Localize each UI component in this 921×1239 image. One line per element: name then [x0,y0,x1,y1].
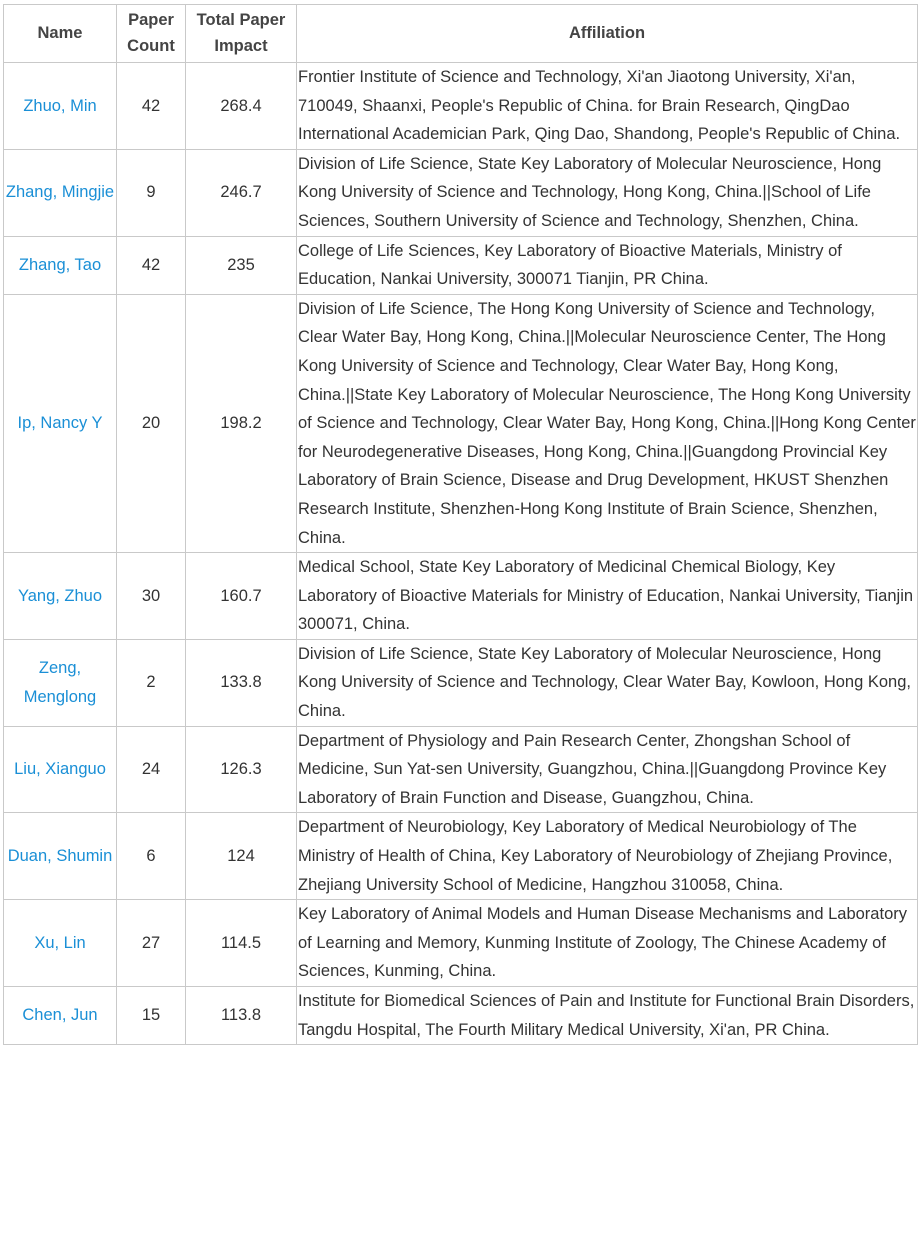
table-row [4,294,918,552]
total-paper-impact: 160.7 [186,553,297,640]
total-paper-impact: 114.5 [186,900,297,987]
table-row [4,553,918,640]
total-paper-impact: 246.7 [186,149,297,236]
total-paper-impact: 124 [186,813,297,900]
author-name-link[interactable]: Duan, Shumin [4,813,117,900]
header-paper-count[interactable]: Paper Count [117,5,186,63]
affiliation: College of Life Sciences, Key Laboratory of Bioactive Materials, Ministry of Education, Nankai University, 300071 Tianjin, PR China. [297,236,918,294]
author-name-link[interactable]: Xu, Lin [4,900,117,987]
affiliation: Division of Life Science, State Key Laboratory of Molecular Neuroscience, Hong Kong University of Science and Technology, Hong Kong, China.||School of Life Sciences, Southern University of Science and Technology, Shenzhen, China. [297,149,918,236]
total-paper-impact: 198.2 [186,294,297,552]
table-row [4,726,918,813]
table-row [4,987,918,1045]
paper-count: 2 [117,639,186,726]
author-table [3,4,918,1045]
table-row [4,236,918,294]
header-affiliation[interactable]: Affiliation [297,5,918,63]
paper-count: 27 [117,900,186,987]
paper-count: 9 [117,149,186,236]
affiliation: Medical School, State Key Laboratory of Medicinal Chemical Biology, Key Laboratory of Bioactive Materials for Ministry of Education, Nankai University, Tianjin 300071, China. [297,553,918,640]
affiliation: Division of Life Science, State Key Laboratory of Molecular Neuroscience, Hong Kong University of Science and Technology, Clear Water Bay, Kowloon, Hong Kong, China. [297,639,918,726]
affiliation: Department of Physiology and Pain Research Center, Zhongshan School of Medicine, Sun Yat-sen University, Guangzhou, China.||Guangdong Province Key Laboratory of Brain Function and Disease, Guangzhou, China. [297,726,918,813]
affiliation: Department of Neurobiology, Key Laboratory of Medical Neurobiology of The Ministry of Health of China, Key Laboratory of Neurobiology of Zhejiang Province, Zhejiang University School of Medicine, Hangzhou 310058, China. [297,813,918,900]
author-name-link[interactable]: Zhang, Tao [4,236,117,294]
total-paper-impact: 235 [186,236,297,294]
author-name-link[interactable]: Ip, Nancy Y [4,294,117,552]
paper-count: 24 [117,726,186,813]
paper-count: 30 [117,553,186,640]
paper-count: 42 [117,63,186,150]
author-name-link[interactable]: Zhang, Mingjie [4,149,117,236]
affiliation: Institute for Biomedical Sciences of Pain and Institute for Functional Brain Disorders, Tangdu Hospital, The Fourth Military Medical University, Xi'an, PR China. [297,987,918,1045]
header-row [4,5,918,63]
total-paper-impact: 126.3 [186,726,297,813]
table-row [4,63,918,150]
author-name-link[interactable]: Chen, Jun [4,987,117,1045]
table-row [4,149,918,236]
paper-count: 42 [117,236,186,294]
affiliation: Frontier Institute of Science and Technology, Xi'an Jiaotong University, Xi'an, 710049, Shaanxi, People's Republic of China. for Brain Research, QingDao International Academician Park, Qing Dao, Shandong, People's Republic of China. [297,63,918,150]
table-row [4,900,918,987]
total-paper-impact: 113.8 [186,987,297,1045]
table-row [4,639,918,726]
paper-count: 20 [117,294,186,552]
affiliation: Key Laboratory of Animal Models and Human Disease Mechanisms and Laboratory of Learning and Memory, Kunming Institute of Zoology, The Chinese Academy of Sciences, Kunming, China. [297,900,918,987]
paper-count: 6 [117,813,186,900]
header-name[interactable]: Name [4,5,117,63]
table-row [4,813,918,900]
paper-count: 15 [117,987,186,1045]
total-paper-impact: 133.8 [186,639,297,726]
total-paper-impact: 268.4 [186,63,297,150]
header-total-paper-impact[interactable]: Total Paper Impact [186,5,297,63]
author-name-link[interactable]: Liu, Xianguo [4,726,117,813]
author-name-link[interactable]: Zeng, Menglong [4,639,117,726]
affiliation: Division of Life Science, The Hong Kong University of Science and Technology, Clear Water Bay, Hong Kong, China.||Molecular Neuroscience Center, The Hong Kong University of Science and Technology, Clear Water Bay, Hong Kong, China.||State Key Laboratory of Molecular Neuroscience, The Hong Kong University of Science and Technology, Clear Water Bay, Hong Kong, China.||Hong Kong Center for Neurodegenerative Diseases, Hong Kong, China.||Guangdong Provincial Key Laboratory of Brain Science, Disease and Drug Development, HKUST Shenzhen Research Institute, Shenzhen-Hong Kong Institute of Brain Science, Shenzhen, China. [297,294,918,552]
author-name-link[interactable]: Zhuo, Min [4,63,117,150]
author-name-link[interactable]: Yang, Zhuo [4,553,117,640]
